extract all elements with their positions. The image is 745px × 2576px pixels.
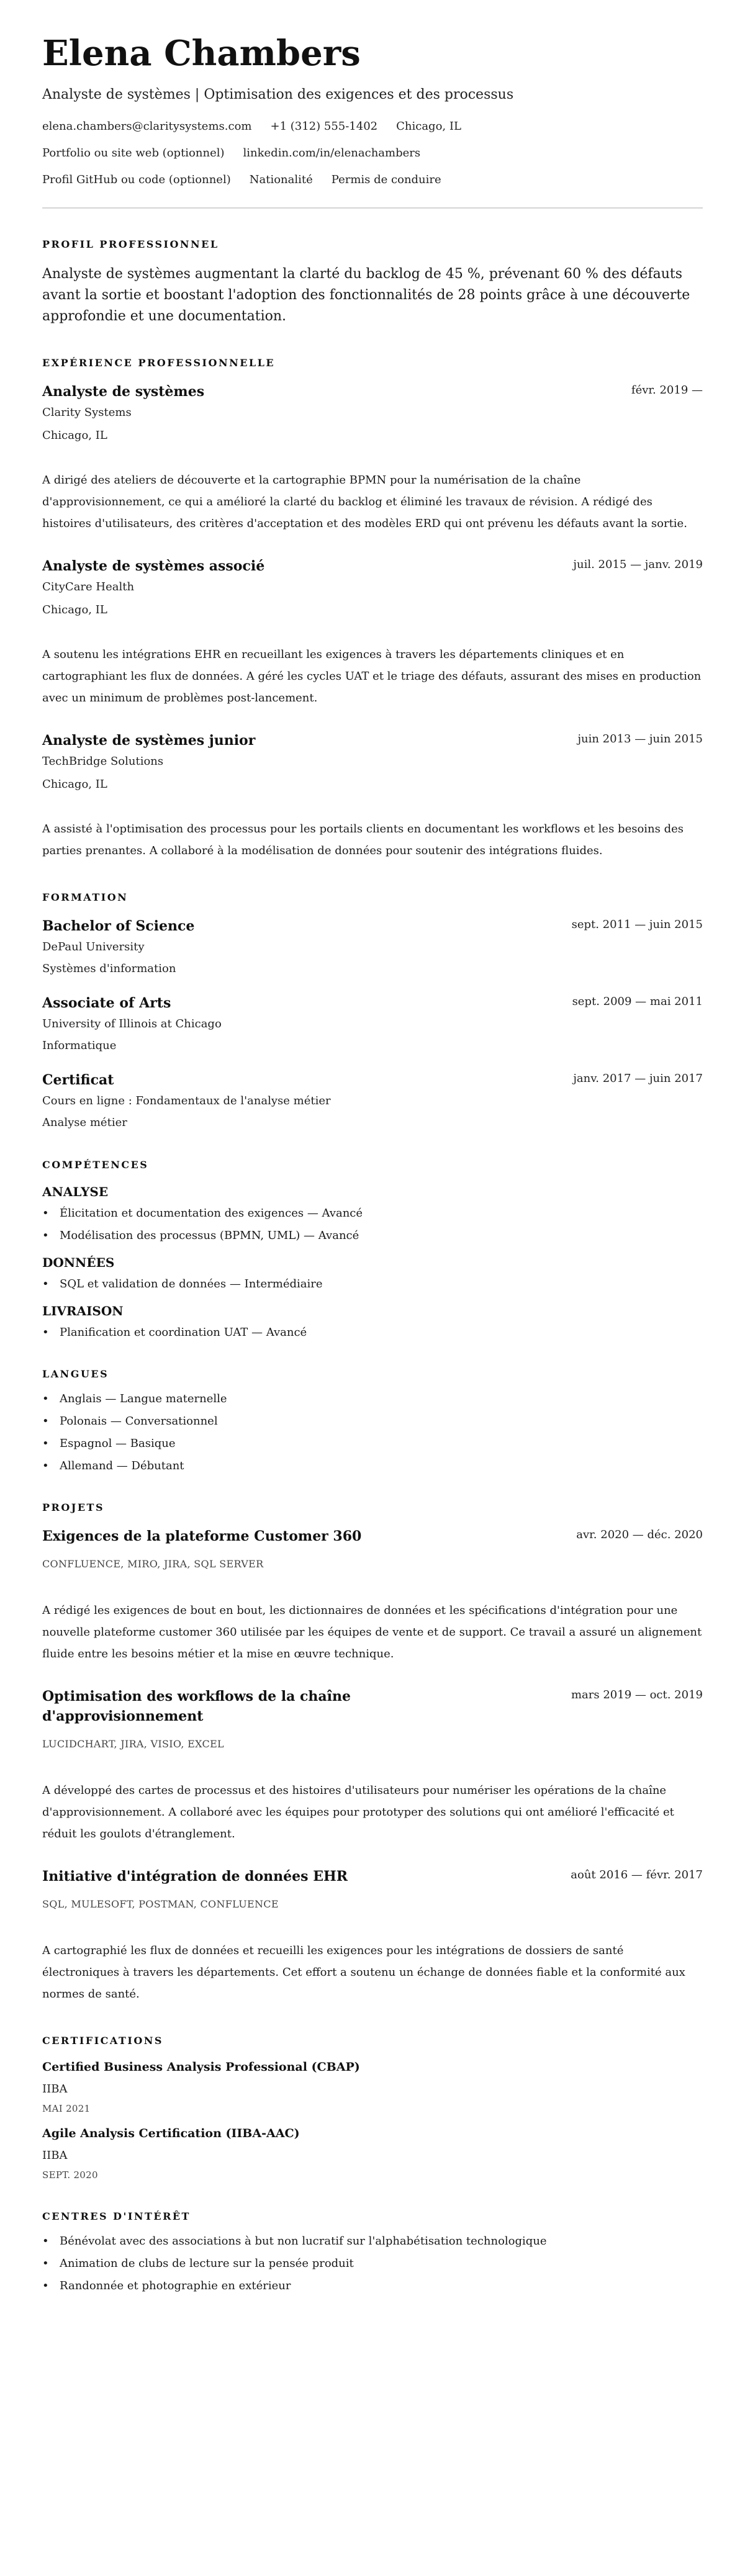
section-title-certifications: CERTIFICATIONS (42, 2035, 163, 2047)
projects-section (42, 1502, 703, 2005)
project-name: Initiative d'intégration de données EHR (42, 1868, 348, 1885)
contact-github[interactable]: Profil GitHub ou code (optionnel) (42, 173, 231, 186)
job-dates: juin 2013 — juin 2015 (577, 732, 703, 746)
certification-org: IIBA (42, 2149, 68, 2163)
language-item: • Polonais — Conversationnel (42, 1416, 703, 1427)
education-entry (42, 1071, 703, 1129)
project-dates: août 2016 — févr. 2017 (571, 1868, 703, 1882)
entry-head (42, 1867, 703, 1887)
skill-group (42, 1255, 703, 1290)
skill-item: • Planification et coordination UAT — Avancé (42, 1327, 703, 1338)
resume-header (42, 35, 703, 209)
section-title-summary: PROFIL PROFESSIONNEL (42, 238, 219, 250)
skill-list (42, 1279, 703, 1290)
job-location: Chicago, IL (42, 428, 107, 442)
experience-section (42, 357, 703, 862)
contact-portfolio[interactable]: Portfolio ou site web (optionnel) (42, 146, 225, 160)
project-tech: SQL, MULESOFT, POSTMAN, CONFLUENCE (42, 1898, 279, 1911)
job-dates: juil. 2015 — janv. 2019 (573, 558, 703, 572)
job-location: Chicago, IL (42, 778, 107, 791)
degree: Bachelor of Science (42, 918, 195, 935)
entry-head (42, 382, 703, 402)
summary-text: Analyste de systèmes augmentant la clarté du backlog de 45 %, prévenant 60 % des défauts avant la sortie et boostant l'adoption des fonctionnalités de 28 points grâce à une découverte approfondie et une documentation. (42, 266, 690, 324)
skill-item: • Modélisation des processus (BPMN, UML) — Avancé (42, 1230, 703, 1241)
certification-org: IIBA (42, 2083, 68, 2096)
degree: Associate of Arts (42, 995, 171, 1012)
field-of-study: Systèmes d'information (42, 962, 176, 976)
project-entry (42, 1527, 703, 1665)
project-name: Optimisation des workflows de la chaîne d'approvisionnement (42, 1688, 351, 1725)
interest-item: • Animation de clubs de lecture sur la pensée produit (42, 2258, 703, 2269)
job-location: Chicago, IL (42, 603, 107, 616)
job-description: A assisté à l'optimisation des processus pour les portails clients en documentant les workflows et les besoins des parties prenantes. A collaboré à la modélisation de données pour soutenir des intégrations fluides. (42, 822, 684, 858)
certification-name: Agile Analysis Certification (IIBA-AAC) (42, 2127, 300, 2141)
skill-group-title: LIVRAISON (42, 1303, 124, 1318)
experience-entry (42, 557, 703, 709)
education-entry (42, 994, 703, 1052)
interest-item: • Randonnée et photographie en extérieur (42, 2281, 703, 2292)
school-name: Cours en ligne : Fondamentaux de l'analyse métier (42, 1094, 331, 1107)
contact-nationality: Nationalité (249, 173, 313, 186)
project-description: A rédigé les exigences de bout en bout, les dictionnaires de données et les spécifications d'intégration pour une nouvelle plateforme customer 360 utilisée par les équipes de vente et de support. Ce travail a assuré un alignement fluide entre les besoins métier et la mise en œuvre technique. (42, 1603, 702, 1661)
project-tech: CONFLUENCE, MIRO, JIRA, SQL SERVER (42, 1557, 264, 1570)
contact-row-1 (42, 120, 703, 133)
job-title: Analyste de systèmes (42, 383, 205, 400)
certification-entry (42, 2127, 703, 2181)
project-dates: avr. 2020 — déc. 2020 (576, 1528, 703, 1541)
project-entry (42, 1867, 703, 2005)
company-name: CityCare Health (42, 580, 135, 593)
project-description: A développé des cartes de processus et des histoires d'utilisateurs pour numériser les opérations de la chaîne d'approvisionnement. A collaboré avec les équipes pour prototyper des solutions qui ont amélioré l'efficacité et réduit les goulots d'étranglement. (42, 1783, 674, 1841)
section-title-interests: CENTRES D'INTÉRÊT (42, 2210, 191, 2223)
education-entry (42, 917, 703, 975)
entry-head (42, 917, 703, 937)
project-tech: LUCIDCHART, JIRA, VISIO, EXCEL (42, 1737, 224, 1750)
headline: Analyste de systèmes | Optimisation des exigences et des processus (42, 86, 514, 102)
entry-head (42, 1071, 703, 1091)
school-name: University of Illinois at Chicago (42, 1017, 222, 1031)
project-description: A cartographié les flux de données et recueilli les exigences pour les intégrations de dossiers de santé électroniques à travers les départements. Cet effort a soutenu un échange de données fiable et la conformité aux normes de santé. (42, 1944, 685, 2001)
education-dates: sept. 2011 — juin 2015 (571, 918, 703, 932)
project-entry (42, 1687, 703, 1845)
language-item: • Allemand — Débutant (42, 1461, 703, 1472)
section-title-education: FORMATION (42, 891, 129, 904)
entry-head (42, 1687, 703, 1727)
certification-date: SEPT. 2020 (42, 2169, 98, 2181)
languages-section (42, 1368, 703, 1472)
contact-email[interactable]: elena.chambers@claritysystems.com (42, 119, 252, 133)
interest-item: • Bénévolat avec des associations à but non lucratif sur l'alphabétisation technologique (42, 2236, 703, 2247)
job-title: Analyste de systèmes junior (42, 732, 256, 749)
skills-section (42, 1159, 703, 1338)
company-name: TechBridge Solutions (42, 755, 164, 768)
interest-list (42, 2236, 703, 2292)
field-of-study: Analyse métier (42, 1115, 127, 1129)
job-description: A soutenu les intégrations EHR en recueillant les exigences à travers les départements cliniques et en cartographiant les flux de données. A géré les cycles UAT et le triage des défauts, assurant des mises en production avec un minimum de problèmes post-lancement. (42, 647, 702, 705)
contact-driving-license: Permis de conduire (331, 173, 441, 186)
section-title-languages: LANGUES (42, 1367, 109, 1380)
project-dates: mars 2019 — oct. 2019 (571, 1688, 703, 1702)
contact-row-3 (42, 173, 703, 186)
language-item: • Espagnol — Basique (42, 1438, 703, 1449)
skill-item: • Élicitation et documentation des exigences — Avancé (42, 1208, 703, 1219)
education-dates: sept. 2009 — mai 2011 (572, 995, 703, 1009)
skill-group-title: DONNÉES (42, 1254, 115, 1270)
language-item: • Anglais — Langue maternelle (42, 1394, 703, 1405)
skill-list (42, 1208, 703, 1241)
section-title-projects: PROJETS (42, 1501, 104, 1513)
section-title-experience: EXPÉRIENCE PROFESSIONNELLE (42, 356, 276, 369)
education-dates: janv. 2017 — juin 2017 (573, 1072, 703, 1086)
experience-entry (42, 382, 703, 534)
section-title-skills: COMPÉTENCES (42, 1158, 149, 1171)
certification-date: MAI 2021 (42, 2103, 91, 2115)
job-title: Analyste de systèmes associé (42, 558, 265, 575)
language-list (42, 1394, 703, 1472)
interests-section (42, 2210, 703, 2292)
entry-head (42, 731, 703, 751)
certification-entry (42, 2060, 703, 2114)
company-name: Clarity Systems (42, 405, 132, 419)
skill-item: • SQL et validation de données — Intermédiaire (42, 1279, 703, 1290)
contact-row-2 (42, 146, 703, 160)
certifications-section (42, 2035, 703, 2181)
skill-group-title: ANALYSE (42, 1184, 109, 1199)
summary-section (42, 238, 703, 327)
experience-entry (42, 731, 703, 862)
degree: Certificat (42, 1072, 114, 1089)
job-dates: févr. 2019 — (631, 383, 703, 397)
entry-head (42, 557, 703, 577)
education-section (42, 891, 703, 1129)
job-description: A dirigé des ateliers de découverte et la cartographie BPMN pour la numérisation de la chaîne d'approvisionnement, ce qui a amélioré la clarté du backlog et éliminé les travaux de révision. A rédigé des histoires d'utilisateurs, des critères d'acceptation et des modèles ERD qui ont prévenu les défauts avant la sortie. (42, 473, 687, 530)
header-divider (42, 207, 703, 209)
field-of-study: Informatique (42, 1039, 117, 1053)
project-name: Exigences de la plateforme Customer 360 (42, 1528, 362, 1544)
candidate-name: Elena Chambers (42, 33, 361, 74)
contact-phone[interactable]: +1 (312) 555-1402 (270, 119, 378, 133)
school-name: DePaul University (42, 940, 145, 954)
skill-list (42, 1327, 703, 1338)
contact-linkedin[interactable]: linkedin.com/in/elenachambers (243, 146, 421, 160)
skill-group (42, 1304, 703, 1338)
certification-name: Certified Business Analysis Professional (CBAP) (42, 2060, 360, 2074)
contact-location: Chicago, IL (396, 119, 461, 133)
entry-head (42, 1527, 703, 1547)
skill-group (42, 1184, 703, 1241)
entry-head (42, 994, 703, 1014)
